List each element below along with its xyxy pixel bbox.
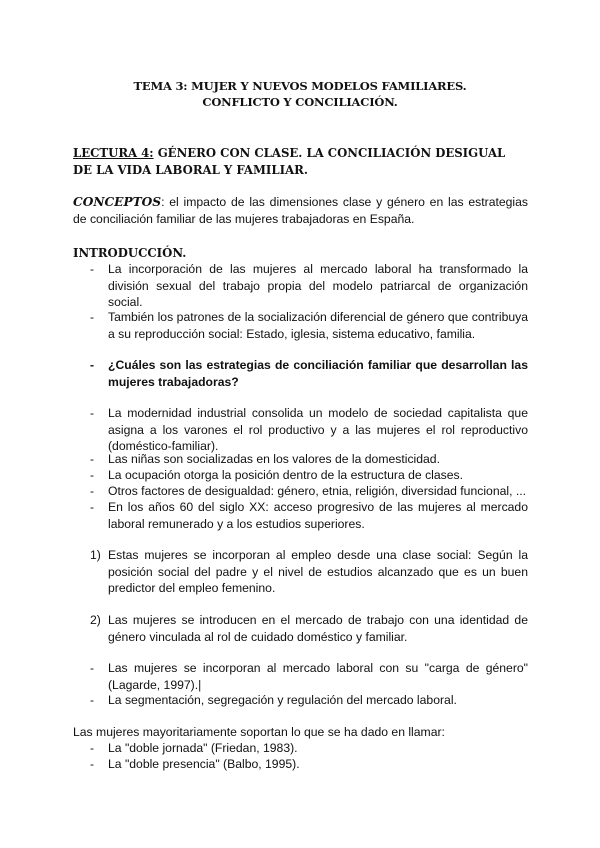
- list-marker: -: [90, 484, 95, 498]
- list-marker: 1): [90, 548, 101, 562]
- lectura-label: LECTURA 4:: [73, 146, 154, 160]
- list-item: [90, 740, 528, 757]
- list-item-text: Estas mujeres se incorporan al empleo desde una clase social: Según la posición social del padre y el nivel de estudios alcanzado que es un buen predictor del empleo femenino.: [108, 548, 528, 595]
- list-item: [90, 756, 528, 773]
- list-marker: -: [90, 500, 95, 514]
- list-item-text: La modernidad industrial consolida un modelo de sociedad capitalista que asigna a los varones el rol productivo y a las mujeres el rol reproductivo (doméstico-familiar).: [108, 406, 528, 453]
- list-item-text: ¿Cuáles son las estrategias de conciliación familiar que desarrollan las mujeres trabajadoras?: [108, 358, 528, 389]
- list-item: [90, 405, 528, 455]
- list-item-text: En los años 60 del siglo XX: acceso progresivo de las mujeres al mercado laboral remunerado y a los estudios superiores.: [108, 500, 528, 531]
- list-item: [90, 499, 528, 532]
- lectura-heading: [73, 145, 528, 178]
- conceptos-label: CONCEPTOS: [73, 195, 162, 209]
- list-item: [90, 692, 528, 709]
- list-marker: -: [90, 468, 95, 482]
- document-title-line-1: TEMA 3: MUJER Y NUEVOS MODELOS FAMILIARES.: [133, 79, 467, 93]
- list-item-text: Las mujeres se incorporan al mercado laboral con su "carga de género" (Lagarde, 1997).|: [108, 661, 528, 692]
- list-marker: -: [90, 452, 95, 466]
- list-marker: -: [90, 358, 95, 372]
- list-item: [90, 467, 528, 484]
- list-item: [90, 261, 528, 311]
- list-item-text: La ocupación otorga la posición dentro de la estructura de clases.: [108, 468, 464, 482]
- list-item-text: Las mujeres se introducen en el mercado de trabajo con una identidad de género vinculada al rol de cuidado doméstico y familiar.: [108, 613, 528, 644]
- list-marker: -: [90, 661, 95, 675]
- closing-intro: Las mujeres mayoritariamente soportan lo que se ha dado en llamar:: [73, 725, 445, 739]
- list-item: [90, 660, 528, 693]
- list-marker: 2): [90, 613, 101, 627]
- document-title-line-2: CONFLICTO Y CONCILIACIÓN.: [202, 95, 398, 109]
- list-marker: -: [90, 262, 95, 276]
- list-marker: -: [90, 406, 95, 420]
- list-item: [90, 357, 528, 390]
- list-marker: -: [90, 693, 95, 707]
- list-item-text: Otros factores de desigualdad: género, etnia, religión, diversidad funcional, ...: [108, 484, 527, 498]
- conceptos-paragraph: [73, 194, 528, 227]
- lectura-title: GÉNERO CON CLASE. LA CONCILIACIÓN DESIGUAL DE LA VIDA LABORAL Y FAMILIAR.: [73, 146, 506, 177]
- list-item: [90, 451, 528, 468]
- numbered-item: [90, 612, 528, 645]
- list-marker: -: [90, 757, 95, 771]
- list-item-text: La incorporación de las mujeres al mercado laboral ha transformado la división sexual del trabajo propia del modelo patriarcal de organización social.: [108, 262, 528, 309]
- conceptos-text: : el impacto de las dimensiones clase y género en las estrategias de conciliación familiar de las mujeres trabajadoras en España.: [73, 195, 528, 226]
- list-item-text: La segmentación, segregación y regulación del mercado laboral.: [108, 693, 457, 707]
- list-item: [90, 483, 528, 500]
- list-item-text: Las niñas son socializadas en los valores de la domesticidad.: [108, 452, 440, 466]
- numbered-item: [90, 547, 528, 597]
- list-marker: -: [90, 741, 95, 755]
- list-item-text: También los patrones de la socialización diferencial de género que contribuya a su reproducción social: Estado, iglesia, sistema educativo, familia.: [108, 310, 528, 341]
- list-item: [90, 309, 528, 342]
- list-item-text: La "doble jornada" (Friedan, 1983).: [108, 741, 298, 755]
- list-item-text: La "doble presencia" (Balbo, 1995).: [108, 757, 300, 771]
- introduccion-heading: INTRODUCCIÓN.: [73, 246, 187, 260]
- list-marker: -: [90, 310, 95, 324]
